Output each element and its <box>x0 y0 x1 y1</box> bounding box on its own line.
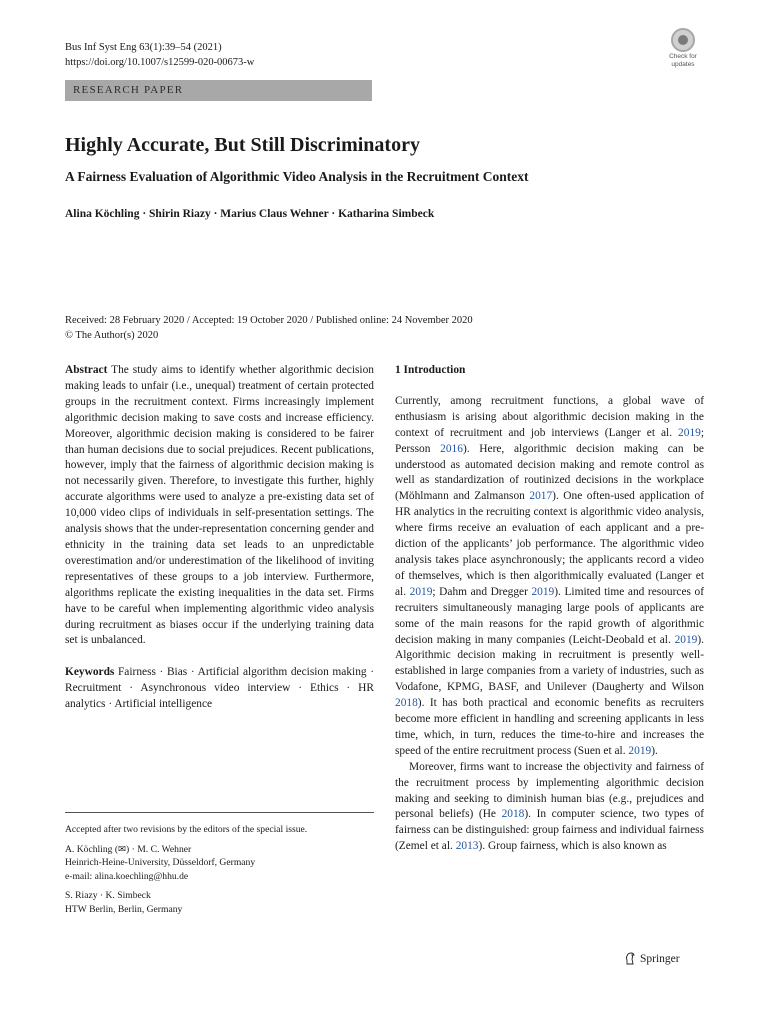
crossmark-icon <box>671 28 695 52</box>
publisher-logo <box>624 952 680 965</box>
citation-link[interactable]: 2019 <box>531 585 555 598</box>
right-column <box>395 363 704 855</box>
citation-link[interactable]: 2019 <box>409 585 433 598</box>
journal-citation: Bus Inf Syst Eng 63(1):39–54 (2021) <box>65 42 222 53</box>
crossmark-label-1: Check for <box>669 53 697 60</box>
affiliation-1-institution: Heinrich-Heine-University, Düsseldorf, Germany <box>65 857 256 868</box>
footnotes <box>65 823 374 922</box>
text-run: ; Dahm and Dregger <box>432 585 532 598</box>
copyright-line: © The Author(s) 2020 <box>65 330 159 341</box>
text-run: ). One often-used application of HR analytics in the recruiting context is algorithmic video analysis, where firms receive an evaluation of each applicant and a prediction of the applicants’ job performance. The algorithmic video analysis takes place asynchronously; the applicants record a video of themselves, which is then algorithmically evaluated (Langer et al. <box>395 490 704 598</box>
citation-link[interactable]: 2018 <box>501 808 525 821</box>
publication-dates <box>65 313 473 343</box>
article-type-banner: RESEARCH PAPER <box>65 80 372 101</box>
citation-link[interactable]: 2019 <box>674 633 698 646</box>
affiliation-1 <box>65 843 374 884</box>
paper-subtitle: A Fairness Evaluation of Algorithmic Video Analysis in the Recruitment Context <box>65 169 529 184</box>
citation-link[interactable]: 2019 <box>628 744 652 757</box>
affiliation-1-names: A. Köchling (✉) · M. C. Wehner <box>65 843 192 855</box>
text-run: ). Group fairness, which is also known as <box>478 840 667 853</box>
author-list: Alina Köchling · Shirin Riazy · Marius Claus Wehner · Katharina Simbeck <box>65 208 435 220</box>
citation-link[interactable]: 2019 <box>678 426 701 439</box>
text-run: ). Algorithmic decision making in recruitment is presently well-established in large companies from a variety of industries, such as Vodafone, KPMG, BASF, and Unilever (Daugherty and Wilson <box>395 633 704 694</box>
paper-title: Highly Accurate, But Still Discriminatory <box>65 134 420 156</box>
abstract-label: Abstract <box>65 364 108 376</box>
left-column <box>65 363 374 713</box>
springer-horse-icon <box>624 952 636 965</box>
keywords-text: Fairness · Bias · Artificial algorithm decision making · Recruitment · Asynchronous video interview · Ethics · HR analytics · Artificial intelligence <box>65 666 374 711</box>
section-heading-introduction: 1 Introduction <box>395 364 466 376</box>
text-run: ). <box>651 744 658 757</box>
intro-paragraph-2 <box>395 760 704 855</box>
keywords <box>65 665 374 713</box>
text-run: Moreover, firms want to increase the objectivity and fairness of the recruitment process by implementing algorithmic decision making and seeking to diminish human bias (e.g., prejudices and personal beliefs) (He <box>395 760 704 821</box>
received-accepted-published: Received: 28 February 2020 / Accepted: 19 October 2020 / Published online: 24 November 2020 <box>65 315 473 326</box>
affiliation-2-institution: HTW Berlin, Berlin, Germany <box>65 903 183 915</box>
journal-header <box>65 40 254 70</box>
citation-link[interactable]: 2017 <box>529 490 553 503</box>
abstract-text: The study aims to identify whether algorithmic decision making leads to unfair (i.e., unequal) treatment of certain protected groups in the recruitment context. Firms increasingly implement algorithmic decision making to save costs and increase efficiency. Moreover, algorithmic decision making is considered to be fairer than human decisions due to social prejudices. Recent publications, however, imply that the fairness of algorithmic decision making is not necessarily given. Therefore, to investigate this further, highly accurate algorithms were used to analyze a pre-existing data set of 10,000 video clips of individuals in self-presentation settings. The analysis shows that the under-representation concerning gender and ethnicity in the training data set leads to an unpredictable overestimation and/or underestimation of the likelihood of inviting representatives of these groups to a job interview. Furthermore, algorithms replicate the existing inequalities in the data set. Firms have to be careful when implementing algorithmic video analysis during recruitment as biases occur if the underlying training data set is unbalanced. <box>65 364 374 647</box>
affiliation-2 <box>65 889 374 916</box>
publisher-name: Springer <box>640 952 680 965</box>
citation-link[interactable]: 2013 <box>455 840 479 853</box>
editor-note: Accepted after two revisions by the editors of the special issue. <box>65 824 308 835</box>
intro-paragraph-1 <box>395 394 704 760</box>
text-run: Currently, among recruitment functions, a global wave of enthusiasm is arising about algorithmic decision making in the context of recruitment and job interviews (Langer et al. <box>395 394 704 439</box>
check-for-updates-badge[interactable] <box>663 28 703 70</box>
text-run: ). Here, algorithmic decision making can be understood as automated decision making and remote control as well as standardization of routinized decisions in the workplace (Möhlmann and Zalmanson <box>395 442 704 503</box>
affiliation-2-names: S. Riazy · K. Simbeck <box>65 890 151 901</box>
keywords-label: Keywords <box>65 666 115 679</box>
abstract <box>65 363 374 649</box>
text-run: ). Limited time and resources of recruiters simultaneously managing large pools of applicants are some of the main reasons for the rapid growth of algorithmic decision making in many companies (Leicht-Deobald et al. <box>395 585 704 646</box>
footnote-divider <box>65 812 374 813</box>
text-run: ). It has both practical and economic benefits as recruiters become more efficient in handling and screening applicants in less time, which, in turn, reduces the time-to-hire and increases the speed of the entire recruitment process (Suen et al. <box>395 697 704 757</box>
citation-link[interactable]: 2018 <box>395 697 418 710</box>
crossmark-label-2: updates <box>671 61 695 68</box>
text-run: ). In computer science, two types of fairness can be distinguished: group fairness and individual fairness (Zemel et al. <box>395 808 704 853</box>
doi-link[interactable]: https://doi.org/10.1007/s12599-020-00673-w <box>65 57 255 68</box>
text-run: ; Persson <box>395 426 704 455</box>
corresponding-email[interactable]: e-mail: alina.koechling@hhu.de <box>65 870 189 882</box>
citation-link[interactable]: 2016 <box>440 442 463 455</box>
